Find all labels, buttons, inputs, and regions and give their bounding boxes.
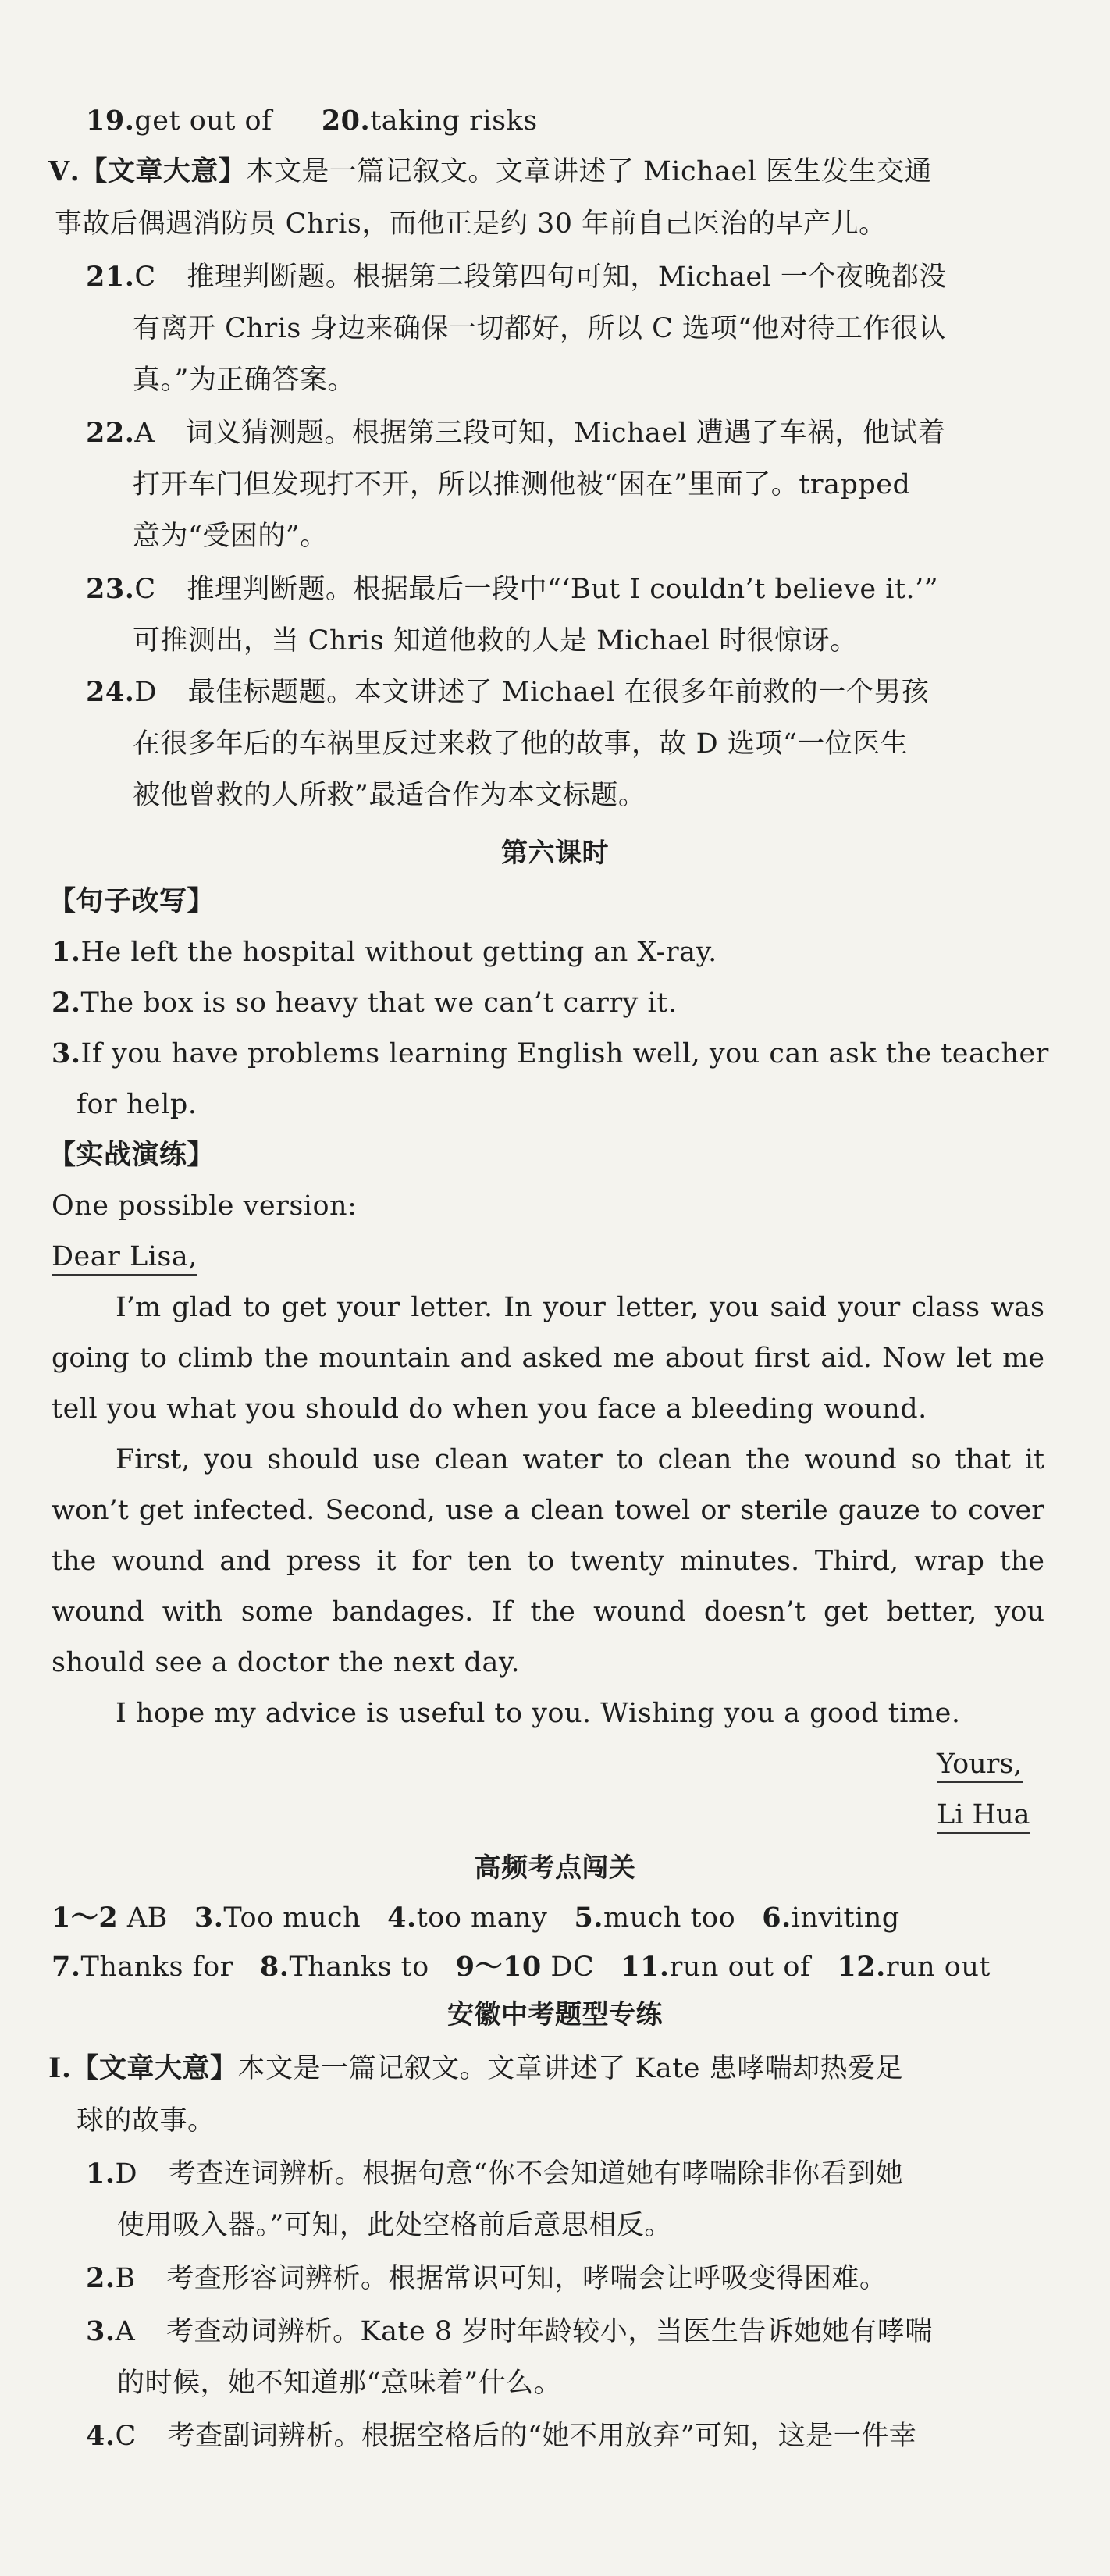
letter-line: First, you should use clean water to clean the wound so that it	[116, 1444, 1044, 1475]
explanation-text: 意为“受困的”。	[133, 521, 328, 552]
question-number: 2.	[86, 2262, 116, 2294]
item-answer: for help.	[76, 1089, 197, 1120]
item-answer: run out of	[669, 1952, 811, 1983]
explanation-text: 有离开 Chris 身边来确保一切都好，所以 C 选项“他对待工作很认	[133, 313, 946, 344]
explanation-text: 推理判断题。根据第二段第四句可知，Michael 一个夜晚都没	[187, 262, 947, 293]
item-answer: run out	[885, 1952, 991, 1983]
explanation-line	[133, 621, 858, 660]
letter-line: won’t get infected. Second, use a clean towel or sterile gauze to cover	[52, 1495, 1044, 1526]
summary-text: 球的故事。	[76, 2105, 215, 2137]
question-answer: C	[115, 2421, 137, 2452]
letter-signature	[937, 1795, 1030, 1834]
closing-text: Yours,	[937, 1749, 1023, 1783]
item-answer: get out of	[134, 105, 272, 137]
explanation-text: 考查形容词辨析。根据常识可知，哮喘会让呼吸变得困难。	[166, 2263, 888, 2294]
explanation-text: 使用吸入器。”可知，此处空格前后意思相反。	[117, 2210, 672, 2241]
item-number: 7.	[52, 1951, 81, 1983]
section-label: Ⅴ.【文章大意】	[48, 155, 247, 187]
answer-row-19-20	[86, 101, 538, 141]
anhui-summary-line	[48, 2049, 903, 2088]
question-number: 21.	[86, 261, 135, 293]
highfreq-row-2	[52, 1948, 991, 1987]
question-24	[86, 673, 929, 712]
anhui-summary-line	[76, 2101, 215, 2140]
summary-text: 本文是一篇记叙文。文章讲述了 Kate 患哮喘却热爱足	[237, 2053, 904, 2084]
item-number: 12.	[837, 1951, 886, 1983]
explanation-text: 考查连词辨析。根据句意“你不会知道她有哮喘除非你看到她	[168, 2158, 904, 2190]
anhui-title: 安徽中考题型专练	[447, 1999, 663, 2030]
salutation-text: Dear Lisa,	[52, 1241, 197, 1276]
explanation-text: 最佳标题题。本文讲述了 Michael 在很多年前救的一个男孩	[187, 677, 930, 708]
letter-line: I hope my advice is useful to you. Wishing you a good time.	[116, 1698, 961, 1729]
explanation-text: 可推测出，当 Chris 知道他救的人是 Michael 时很惊讶。	[133, 625, 858, 656]
explanation-line	[133, 724, 908, 763]
explanation-text: 的时候，她不知道那“意味着”什么。	[117, 2368, 562, 2399]
rewrite-header: 【句子改写】	[48, 885, 215, 917]
explanation-text: 考查副词辨析。根据空格后的“她不用放弃”可知，这是一件幸	[167, 2421, 917, 2452]
explanation-line	[117, 2206, 672, 2245]
item-number: 1.	[52, 936, 81, 968]
explanation-line	[133, 465, 910, 504]
letter-line: I’m glad to get your letter. In your letter, you said your class was	[116, 1292, 1044, 1323]
question-number: 1.	[86, 2158, 116, 2190]
letter-line: wound with some bandages. If the wound doesn’t get better, you	[52, 1596, 1044, 1628]
letter-closing	[937, 1745, 1023, 1784]
explanation-text: 在很多年后的车祸里反过来救了他的故事，故 D 选项“一位医生	[133, 728, 909, 760]
item-number: 4.	[387, 1902, 417, 1934]
item-number: 3.	[52, 1037, 81, 1069]
practice-header: 【实战演练】	[48, 1139, 215, 1171]
item-number: 9～10	[455, 1951, 542, 1983]
item-number: 8.	[259, 1951, 290, 1983]
possible-version-label: One possible version:	[52, 1190, 358, 1222]
question-22	[86, 414, 945, 453]
item-answer: If you have problems learning English well, you can ask the teacher	[80, 1038, 1049, 1069]
item-answer: much too	[603, 1902, 736, 1934]
question-number: 24.	[86, 676, 135, 708]
explanation-line	[133, 309, 946, 348]
item-number: 6.	[762, 1902, 792, 1934]
item-number: 3.	[194, 1902, 224, 1934]
explanation-line	[133, 517, 328, 556]
letter-line: tell you what you should do when you face a bleeding wound.	[52, 1393, 927, 1425]
item-number: 11.	[621, 1951, 670, 1983]
explanation-text: 推理判断题。根据最后一段中“‘But I couldn’t believe it.’”	[187, 574, 939, 605]
lesson-title: 第六课时	[501, 838, 609, 869]
letter-line: should see a doctor the next day.	[52, 1647, 521, 1678]
item-answer: DC	[541, 1952, 595, 1983]
explanation-text: 打开车门但发现打不开，所以推测他被“困在”里面了。trapped	[133, 469, 911, 500]
section-v-summary-line	[55, 205, 887, 244]
question-answer: D	[115, 2158, 138, 2190]
item-number: 5.	[574, 1902, 603, 1934]
item-answer: taking risks	[370, 105, 538, 137]
letter-line: the wound and press it for ten to twenty minutes. Third, wrap the	[52, 1546, 1044, 1577]
question-23	[86, 570, 938, 609]
question-21	[86, 258, 947, 297]
section-v-summary-line	[48, 152, 932, 191]
summary-text: 事故后偶遇消防员 Chris，而他正是约 30 年前自己医治的早产儿。	[55, 208, 887, 240]
anhui-question-4	[86, 2417, 916, 2456]
anhui-question-3	[86, 2312, 933, 2351]
anhui-question-2	[86, 2259, 887, 2298]
question-answer: C	[134, 574, 156, 605]
explanation-line	[117, 2364, 561, 2403]
question-answer: A	[134, 418, 155, 449]
explanation-text: 考查动词辨析。Kate 8 岁时年龄较小，当医生告诉她她有哮喘	[165, 2316, 933, 2347]
highfreq-title: 高频考点闯关	[474, 1852, 636, 1884]
item-answer: Thanks for	[80, 1952, 233, 1983]
explanation-text: 词义猜测题。根据第三段可知，Michael 遭遇了车祸，他试着	[185, 418, 946, 449]
rewrite-item-continuation	[76, 1085, 197, 1124]
explanation-text: 被他曾救的人所救”最适合作为本文标题。	[133, 780, 646, 811]
explanation-text: 真。”为正确答案。	[133, 365, 355, 396]
question-number: 4.	[86, 2420, 116, 2452]
question-answer: D	[134, 677, 157, 708]
question-number: 22.	[86, 417, 135, 449]
question-number: 3.	[86, 2315, 116, 2347]
item-number: 20.	[321, 105, 371, 137]
explanation-line	[133, 776, 646, 815]
anhui-question-1	[86, 2154, 903, 2194]
item-number: 2.	[52, 987, 81, 1019]
rewrite-item	[52, 984, 677, 1023]
item-answer: AB	[118, 1902, 168, 1934]
section-label: Ⅰ.【文章大意】	[48, 2052, 238, 2084]
item-answer: Thanks to	[289, 1952, 429, 1983]
item-answer: inviting	[791, 1902, 900, 1934]
signature-text: Li Hua	[937, 1799, 1030, 1834]
item-answer: Too much	[223, 1902, 361, 1934]
letter-line: going to climb the mountain and asked me about first aid. Now let me	[52, 1343, 1044, 1374]
item-answer: too many	[416, 1902, 548, 1934]
highfreq-row-1	[52, 1898, 900, 1937]
question-answer: C	[134, 262, 156, 293]
question-answer: B	[115, 2263, 136, 2294]
item-number: 1～2	[52, 1902, 119, 1934]
rewrite-item	[52, 933, 717, 972]
summary-text: 本文是一篇记叙文。文章讲述了 Michael 医生发生交通	[246, 156, 933, 187]
explanation-line	[133, 361, 355, 400]
rewrite-item	[52, 1034, 1049, 1073]
question-answer: A	[115, 2316, 136, 2347]
item-answer: He left the hospital without getting an X-ray.	[80, 937, 717, 968]
item-answer: The box is so heavy that we can’t carry it.	[80, 987, 678, 1019]
question-number: 23.	[86, 573, 135, 605]
letter-salutation	[52, 1237, 197, 1276]
item-number: 19.	[86, 105, 135, 137]
